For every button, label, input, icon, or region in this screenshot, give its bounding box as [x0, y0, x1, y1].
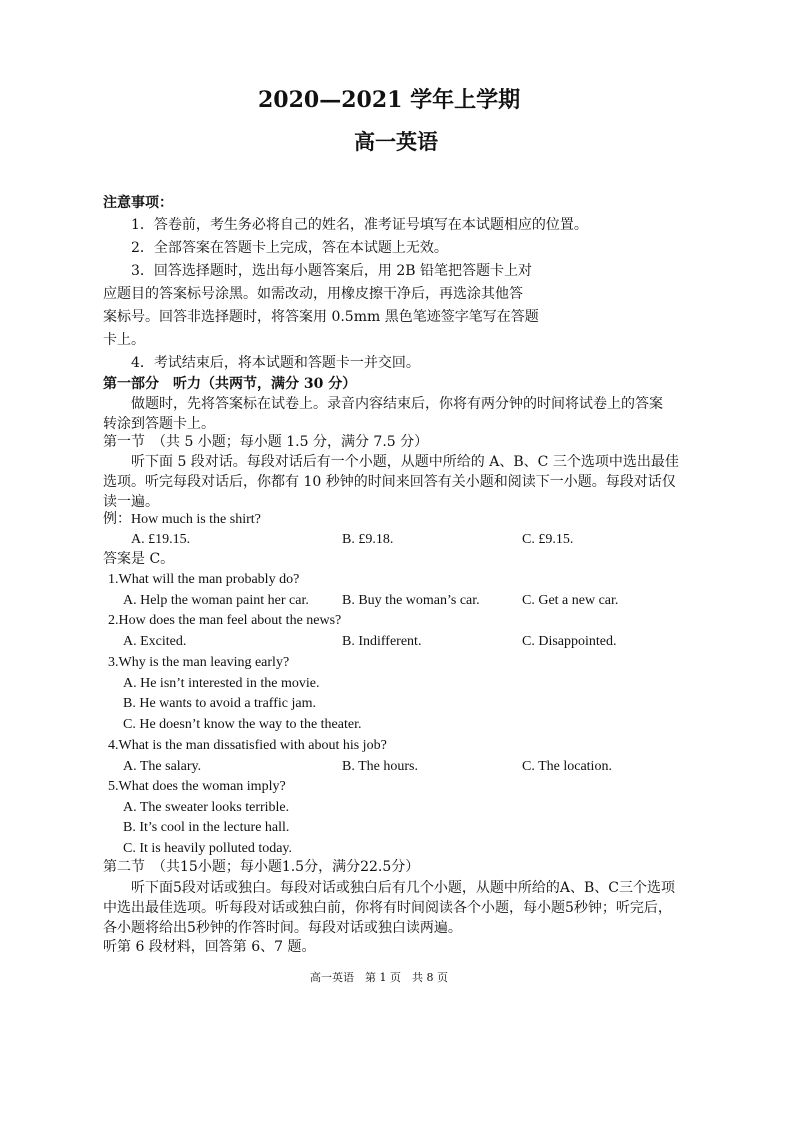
question-option: B. It’s cool in the lecture hall. — [123, 820, 290, 835]
question-option: B. Indifferent. — [342, 634, 422, 649]
question-option: C. He doesn’t know the way to the theater. — [123, 717, 362, 732]
question-option: B. He wants to avoid a traffic jam. — [123, 696, 316, 711]
section2-prompt: 听第 6 段材料，回答第 6、7 题。 — [103, 939, 316, 955]
question-option: A. The sweater looks terrible. — [123, 800, 290, 815]
question-option: C. The location. — [522, 759, 612, 774]
question-text: 2.How does the man feel about the news? — [108, 613, 342, 628]
question-option: C. It is heavily polluted today. — [123, 841, 293, 856]
example-option: A. £19.15. — [131, 532, 191, 547]
notice-item: 案标号。回答非选择题时，将答案用 0.5mm 黑色笔迹签字笔写在答题 — [103, 309, 539, 325]
question-option: C. Disappointed. — [522, 634, 617, 649]
exam-title: 2020—2021 学年上学期 — [258, 87, 521, 113]
notice-item: 4．考试结束后，将本试题和答题卡一并交回。 — [131, 355, 420, 371]
section1-instructions: 选项。听完每段对话后，你都有 10 秒钟的时间来回答有关小题和阅读下一小题。每段对话仅 — [103, 474, 676, 490]
question-option: A. The salary. — [123, 759, 202, 774]
question-option: A. He isn’t interested in the movie. — [123, 676, 320, 691]
notice-item: 2．全部答案在答题卡上完成，答在本试题上无效。 — [131, 240, 448, 256]
question-text: 3.Why is the man leaving early? — [108, 655, 290, 670]
exam-subtitle: 高一英语 — [354, 129, 438, 154]
part1-heading: 第一部分 听力（共两节，满分 30 分） — [103, 376, 357, 392]
section2-instructions: 中选出最佳选项。听每段对话或独白前，你将有时间阅读各个小题，每小题5秒钟；听完后， — [103, 900, 672, 916]
section2-instructions: 听下面5段对话或独白。每段对话或独白后有几个小题，从题中所给的A、B、C三个选项 — [131, 880, 676, 896]
section2-heading: 第二节 （共15小题；每小题1.5分，满分22.5分） — [103, 859, 420, 875]
question-option: B. The hours. — [342, 759, 418, 774]
notice-item: 应题目的答案标号涂黑。如需改动，用橡皮擦干净后，再选涂其他答 — [103, 286, 523, 302]
notice-item: 3．回答选择题时，选出每小题答案后，用 2B 铅笔把答题卡上对 — [131, 263, 533, 279]
example-question: 例：How much is the shirt? — [103, 512, 261, 527]
question-option: C. Get a new car. — [522, 593, 619, 608]
notice-item: 1．答卷前，考生务必将自己的姓名，准考证号填写在本试题相应的位置。 — [131, 217, 588, 233]
question-option: B. Buy the woman’s car. — [342, 593, 480, 608]
question-text: 1.What will the man probably do? — [108, 572, 300, 587]
page-footer: 高一英语 第 1 页 共 8 页 — [310, 971, 448, 984]
question-option: A. Help the woman paint her car. — [123, 593, 309, 608]
question-text: 4.What is the man dissatisfied with about his job? — [108, 738, 387, 753]
section1-instructions: 读一遍。 — [103, 494, 159, 510]
section2-instructions: 各小题将给出5秒钟的作答时间。每段对话或独白读两遍。 — [103, 920, 462, 936]
part1-intro: 做题时，先将答案标在试卷上。录音内容结束后，你将有两分钟的时间将试卷上的答案 — [131, 396, 663, 412]
notice-heading: 注意事项： — [103, 195, 173, 211]
example-option: C. £9.15. — [522, 532, 574, 547]
section1-heading: 第一节 （共 5 小题；每小题 1.5 分，满分 7.5 分） — [103, 434, 429, 450]
example-option: B. £9.18. — [342, 532, 394, 547]
question-text: 5.What does the woman imply? — [108, 779, 286, 794]
part1-intro: 转涂到答题卡上。 — [103, 416, 215, 432]
question-option: A. Excited. — [123, 634, 187, 649]
example-answer: 答案是 C。 — [103, 551, 175, 567]
notice-item: 卡上。 — [103, 332, 145, 348]
section1-instructions: 听下面 5 段对话。每段对话后有一个小题，从题中所给的 A、B、C 三个选项中选出最佳 — [131, 454, 679, 470]
